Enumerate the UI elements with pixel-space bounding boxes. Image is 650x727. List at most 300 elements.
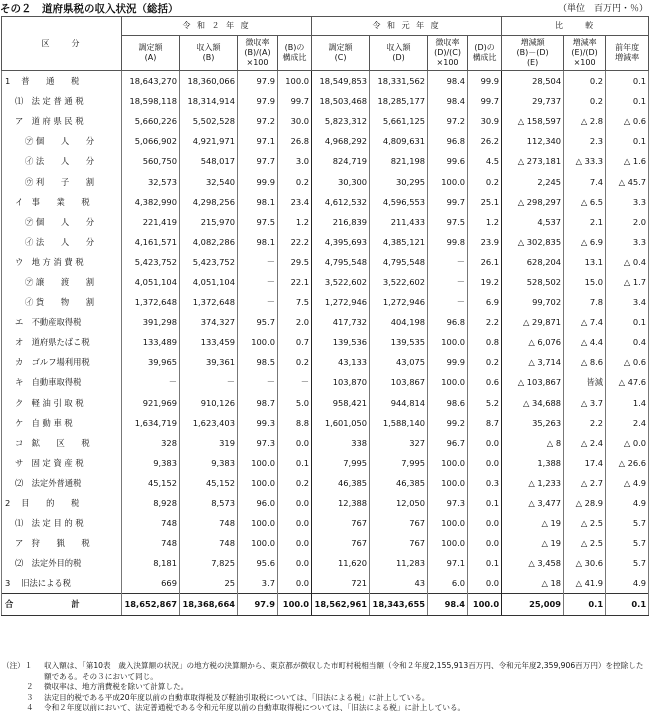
table-cell: 0.4	[606, 332, 649, 352]
table-row	[2, 292, 649, 312]
table-cell: 100.0	[428, 171, 468, 191]
table-cell: 5,066,902	[122, 131, 180, 151]
table-cell: 4,795,548	[370, 252, 428, 272]
table-cell: －	[238, 372, 278, 392]
table-cell: △ 6,076	[502, 332, 564, 352]
table-cell: －	[428, 272, 468, 292]
table-cell: 1.4	[606, 393, 649, 413]
table-cell: 39,965	[122, 352, 180, 372]
table-cell: 2,245	[502, 171, 564, 191]
row-label: ㋐ 個 人 分	[2, 212, 122, 232]
table-cell: 97.5	[428, 212, 468, 232]
table-cell: 99,702	[502, 292, 564, 312]
unit-label: （単位 百万円・％）	[557, 4, 648, 14]
footnotes	[2, 661, 648, 714]
table-cell: 7.5	[278, 292, 312, 312]
row-label: ア 狩 猟 税	[2, 533, 122, 553]
table-row	[2, 393, 649, 413]
table-cell: 100.0	[428, 453, 468, 473]
table-cell: △ 34,688	[502, 393, 564, 413]
table-cell: 5.7	[606, 513, 649, 533]
table-cell: △ 8.6	[564, 352, 606, 372]
row-label: ㋑ 法 人 分	[2, 232, 122, 252]
table-cell: 97.1	[238, 131, 278, 151]
table-cell: 5,823,312	[312, 111, 370, 131]
table-cell: 99.9	[238, 171, 278, 191]
table-cell: 11,283	[370, 553, 428, 573]
table-cell: 4.9	[606, 573, 649, 594]
table-cell: 25	[180, 573, 238, 594]
table-cell: 560,750	[122, 151, 180, 171]
table-cell: 0.0	[278, 533, 312, 553]
table-cell: 18,503,468	[312, 91, 370, 111]
row-label: ⑴ 法 定 目 的 税	[2, 513, 122, 533]
table-cell: 0.6	[468, 372, 502, 392]
table-cell: 2.4	[606, 413, 649, 433]
table-cell: 133,459	[180, 332, 238, 352]
table-cell: 0.0	[468, 453, 502, 473]
table-cell: 1,372,648	[180, 292, 238, 312]
table-cell: 100.0	[238, 473, 278, 493]
table-cell: 0.1	[278, 453, 312, 473]
table-cell: 7.4	[564, 171, 606, 191]
table-cell: 43,133	[312, 352, 370, 372]
table-cell: 3,522,602	[370, 272, 428, 292]
table-cell: 96.0	[238, 493, 278, 513]
table-cell: 26.2	[468, 131, 502, 151]
table-cell: 0.2	[468, 171, 502, 191]
table-cell: 25,009	[502, 594, 564, 615]
table-cell: 19.2	[468, 272, 502, 292]
table-cell: △ 19	[502, 513, 564, 533]
table-row	[2, 453, 649, 473]
column-header: 収入額 (D)	[370, 36, 428, 71]
table-cell: 98.6	[428, 393, 468, 413]
row-label: ㋑ 貨 物 割	[2, 292, 122, 312]
row-label: サ 固 定 資 産 税	[2, 453, 122, 473]
table-cell: 5,660,226	[122, 111, 180, 131]
table-cell: △ 19	[502, 533, 564, 553]
table-cell: △ 3,458	[502, 553, 564, 573]
table-cell: 548,017	[180, 151, 238, 171]
r2-group-header: 令 和 ２ 年 度	[122, 17, 312, 36]
table-cell: 221,419	[122, 212, 180, 232]
table-cell: 2.2	[564, 413, 606, 433]
row-label: 3 旧法による税	[2, 573, 122, 594]
table-cell: △ 7.4	[564, 312, 606, 332]
table-cell: 45,152	[122, 473, 180, 493]
table-cell: 139,535	[370, 332, 428, 352]
table-cell: 3.0	[278, 151, 312, 171]
table-cell: 721	[312, 573, 370, 594]
table-row	[2, 131, 649, 151]
table-cell: 0.3	[468, 473, 502, 493]
table-cell: 25.1	[468, 192, 502, 212]
table-cell: 628,204	[502, 252, 564, 272]
table-cell: 96.8	[428, 312, 468, 332]
table-cell: 18,643,270	[122, 71, 180, 92]
table-cell: △ 4.9	[606, 473, 649, 493]
table-cell: 100.0	[428, 533, 468, 553]
table-cell: △ 28.9	[564, 493, 606, 513]
table-cell: 2.0	[278, 312, 312, 332]
table-cell: 30.9	[468, 111, 502, 131]
table-cell: △ 6.5	[564, 192, 606, 212]
tax-revenue-table	[1, 16, 649, 616]
table-cell: 99.7	[468, 91, 502, 111]
category-header: 区 分	[2, 17, 122, 71]
table-cell: △ 26.6	[606, 453, 649, 473]
table-cell: 46,385	[312, 473, 370, 493]
table-cell: 8,573	[180, 493, 238, 513]
table-cell: 5.2	[468, 393, 502, 413]
row-label: ケ 自 動 車 税	[2, 413, 122, 433]
table-cell: △ 30.6	[564, 553, 606, 573]
table-cell: 0.1	[606, 131, 649, 151]
table-cell: 215,970	[180, 212, 238, 232]
table-cell: 319	[180, 433, 238, 453]
row-label: キ 自動車取得税	[2, 372, 122, 392]
table-cell: 0.0	[468, 513, 502, 533]
table-cell: 4,395,693	[312, 232, 370, 252]
table-cell: 100.0	[428, 332, 468, 352]
table-cell: 1,272,946	[370, 292, 428, 312]
table-cell: 4,921,971	[180, 131, 238, 151]
table-cell: 9,383	[122, 453, 180, 473]
table-cell: 99.6	[428, 151, 468, 171]
table-cell: 0.1	[468, 493, 502, 513]
table-row	[2, 71, 649, 92]
table-cell: 2.1	[564, 212, 606, 232]
footnote	[2, 682, 648, 693]
table-cell: 5,423,752	[122, 252, 180, 272]
table-cell: 139,536	[312, 332, 370, 352]
table-cell: 18,368,664	[180, 594, 238, 615]
row-label: イ 事 業 税	[2, 192, 122, 212]
table-cell: 0.2	[278, 171, 312, 191]
table-row	[2, 192, 649, 212]
table-cell: 669	[122, 573, 180, 594]
table-cell: 0.8	[468, 332, 502, 352]
table-cell: 8.8	[278, 413, 312, 433]
table-row	[2, 111, 649, 131]
table-cell: 767	[312, 533, 370, 553]
row-label: エ 不動産取得税	[2, 312, 122, 332]
table-cell: 97.5	[238, 212, 278, 232]
table-cell: 112,340	[502, 131, 564, 151]
table-cell: △ 0.0	[606, 433, 649, 453]
table-cell: 30,295	[370, 171, 428, 191]
table-cell: 97.3	[428, 493, 468, 513]
row-label: ⑵ 法定外目的税	[2, 553, 122, 573]
table-cell: 1,601,050	[312, 413, 370, 433]
table-cell: 100.0	[468, 594, 502, 615]
table-cell: －	[180, 372, 238, 392]
table-cell: 7,995	[370, 453, 428, 473]
column-header: 増減額 (B)－(D) (E)	[502, 36, 564, 71]
table-row	[2, 272, 649, 292]
table-cell: 0.0	[468, 533, 502, 553]
table-cell: △ 4.4	[564, 332, 606, 352]
table-cell: 748	[180, 533, 238, 553]
table-cell: 100.0	[238, 513, 278, 533]
table-cell: 6.9	[468, 292, 502, 312]
table-cell: 18,360,066	[180, 71, 238, 92]
table-cell: △ 8	[502, 433, 564, 453]
row-label: オ 道府県たばこ税	[2, 332, 122, 352]
table-cell: 4,612,532	[312, 192, 370, 212]
row-label: 合 計	[2, 594, 122, 615]
table-cell: 99.9	[428, 352, 468, 372]
column-header: (B)の 構成比	[278, 36, 312, 71]
table-cell: 958,421	[312, 393, 370, 413]
table-cell: 100.0	[428, 372, 468, 392]
table-cell: 30.0	[278, 111, 312, 131]
table-cell: 99.3	[238, 413, 278, 433]
table-cell: 0.2	[564, 91, 606, 111]
table-cell: 43,075	[370, 352, 428, 372]
table-cell: 100.0	[238, 533, 278, 553]
table-cell: 748	[122, 533, 180, 553]
table-cell: 4,809,631	[370, 131, 428, 151]
table-cell: △ 2.5	[564, 533, 606, 553]
table-cell: △ 2.5	[564, 513, 606, 533]
table-cell: △ 29,871	[502, 312, 564, 332]
table-cell: 7,825	[180, 553, 238, 573]
table-cell: 0.0	[278, 493, 312, 513]
footnote-text: 令和２年度以前において、法定普通税である令和元年度以前の自動車取得税については、「旧法による税」に計上している。	[44, 703, 466, 712]
table-cell: 0.1	[564, 594, 606, 615]
table-cell: 103,870	[312, 372, 370, 392]
table-cell: △ 3,714	[502, 352, 564, 372]
table-cell: 97.9	[238, 91, 278, 111]
table-cell: －	[238, 252, 278, 272]
table-cell: △ 41.9	[564, 573, 606, 594]
table-cell: 97.9	[238, 71, 278, 92]
table-cell: 1,272,946	[312, 292, 370, 312]
table-cell: 4,382,990	[122, 192, 180, 212]
row-label: ク 軽 油 引 取 税	[2, 393, 122, 413]
table-cell: △ 103,867	[502, 372, 564, 392]
table-cell: 824,719	[312, 151, 370, 171]
table-row	[2, 433, 649, 453]
table-cell: △ 302,835	[502, 232, 564, 252]
column-header: 収入額 (B)	[180, 36, 238, 71]
table-cell: 23.9	[468, 232, 502, 252]
row-label: ⑴ 法 定 普 通 税	[2, 91, 122, 111]
table-cell: △ 33.3	[564, 151, 606, 171]
table-cell: 28,504	[502, 71, 564, 92]
column-header: 調定額 (A)	[122, 36, 180, 71]
table-row	[2, 493, 649, 513]
table-cell: 4,298,256	[180, 192, 238, 212]
table-cell: 0.0	[468, 433, 502, 453]
table-cell: 26.1	[468, 252, 502, 272]
table-cell: 417,732	[312, 312, 370, 332]
table-row	[2, 232, 649, 252]
table-cell: 13.1	[564, 252, 606, 272]
row-label: カ ゴルフ場利用税	[2, 352, 122, 372]
table-cell: 4,596,553	[370, 192, 428, 212]
table-cell: △ 6.9	[564, 232, 606, 252]
table-cell: 1,588,140	[370, 413, 428, 433]
table-cell: 5,423,752	[180, 252, 238, 272]
table-cell: 767	[370, 513, 428, 533]
table-cell: 99.2	[428, 413, 468, 433]
table-cell: 22.2	[278, 232, 312, 252]
table-cell: 2.0	[606, 212, 649, 232]
table-cell: 328	[122, 433, 180, 453]
table-cell: 921,969	[122, 393, 180, 413]
table-cell: 23.4	[278, 192, 312, 212]
table-cell: 98.4	[428, 91, 468, 111]
row-label: 1 普 通 税	[2, 71, 122, 92]
table-row	[2, 513, 649, 533]
row-label: ㋒ 利 子 割	[2, 171, 122, 191]
table-row	[2, 533, 649, 553]
table-cell: 2.3	[564, 131, 606, 151]
table-cell: 100.0	[278, 71, 312, 92]
column-header: (D)の 構成比	[468, 36, 502, 71]
table-cell: △ 298,297	[502, 192, 564, 212]
table-cell: 11,620	[312, 553, 370, 573]
table-cell: 4.9	[606, 493, 649, 513]
table-row	[2, 372, 649, 392]
table-cell: 29,737	[502, 91, 564, 111]
table-cell: 30,300	[312, 171, 370, 191]
table-cell: 0.1	[606, 594, 649, 615]
table-cell: 100.0	[428, 473, 468, 493]
table-cell: △ 0.6	[606, 352, 649, 372]
table-cell: 100.0	[238, 332, 278, 352]
table-cell: 1,634,719	[122, 413, 180, 433]
footnote-number: ３	[26, 692, 34, 702]
table-cell: 46,385	[370, 473, 428, 493]
table-cell: 0.0	[278, 513, 312, 533]
footnote-number: ４	[26, 703, 34, 712]
table-cell: △ 3,477	[502, 493, 564, 513]
table-cell: 748	[180, 513, 238, 533]
table-cell: 4,537	[502, 212, 564, 232]
table-cell: 1.2	[468, 212, 502, 232]
table-cell: 4,051,104	[122, 272, 180, 292]
table-cell: －	[238, 292, 278, 312]
total-row	[2, 594, 649, 615]
table-cell: 8,928	[122, 493, 180, 513]
table-cell: 100.0	[428, 513, 468, 533]
table-cell: 4,968,292	[312, 131, 370, 151]
table-cell: 944,814	[370, 393, 428, 413]
row-label: ⑵ 法定外普通税	[2, 473, 122, 493]
table-cell: 1.2	[278, 212, 312, 232]
table-cell: 18,598,118	[122, 91, 180, 111]
table-cell: 528,502	[502, 272, 564, 292]
table-cell: 404,198	[370, 312, 428, 332]
table-cell: 2.2	[468, 312, 502, 332]
table-cell: 0.0	[278, 573, 312, 594]
table-cell: 98.1	[238, 192, 278, 212]
table-row	[2, 91, 649, 111]
table-cell: 32,573	[122, 171, 180, 191]
table-cell: 98.4	[428, 594, 468, 615]
table-cell: 7,995	[312, 453, 370, 473]
table-cell: －	[122, 372, 180, 392]
table-cell: 4,385,121	[370, 232, 428, 252]
table-cell: △ 158,597	[502, 111, 564, 131]
table-cell: 45,152	[180, 473, 238, 493]
table-cell: 97.1	[428, 553, 468, 573]
column-header: 徴収率 (B)/(A) ×100	[238, 36, 278, 71]
table-row	[2, 312, 649, 332]
table-cell: 97.3	[238, 433, 278, 453]
table-cell: 17.4	[564, 453, 606, 473]
r1-group-header: 令 和 元 年 度	[312, 17, 502, 36]
table-cell: 100.0	[278, 594, 312, 615]
table-row	[2, 352, 649, 372]
table-cell: 4,795,548	[312, 252, 370, 272]
table-cell: 0.0	[278, 433, 312, 453]
page-title: その２ 道府県税の収入状況（総括）	[0, 3, 179, 15]
table-cell: △ 273,181	[502, 151, 564, 171]
table-cell: 7.8	[564, 292, 606, 312]
table-row	[2, 171, 649, 191]
table-cell: △ 1.7	[606, 272, 649, 292]
table-cell: 748	[122, 513, 180, 533]
table-cell: 374,327	[180, 312, 238, 332]
table-cell: 9,383	[180, 453, 238, 473]
table-cell: 18,549,853	[312, 71, 370, 92]
table-cell: 100.0	[238, 453, 278, 473]
table-cell: 767	[370, 533, 428, 553]
table-cell: 97.2	[428, 111, 468, 131]
table-cell: 5.7	[606, 553, 649, 573]
table-body	[2, 71, 649, 616]
table-cell: 1,388	[502, 453, 564, 473]
table-cell: 5.0	[278, 393, 312, 413]
table-cell: 99.8	[428, 232, 468, 252]
table-cell: 391,298	[122, 312, 180, 332]
table-row	[2, 212, 649, 232]
table-row	[2, 332, 649, 352]
table-cell: 338	[312, 433, 370, 453]
table-cell: 910,126	[180, 393, 238, 413]
table-cell: 97.2	[238, 111, 278, 131]
table-cell: △ 2.7	[564, 473, 606, 493]
table-cell: 216,839	[312, 212, 370, 232]
table-cell: 26.8	[278, 131, 312, 151]
table-cell: 1,623,403	[180, 413, 238, 433]
table-cell: 99.7	[428, 192, 468, 212]
table-cell: 95.6	[238, 553, 278, 573]
table-cell: 35,263	[502, 413, 564, 433]
table-cell: 0.2	[278, 473, 312, 493]
footnote-number: ２	[26, 682, 34, 691]
table-cell: 0.2	[468, 352, 502, 372]
table-cell: 12,388	[312, 493, 370, 513]
table-cell: △ 3.7	[564, 393, 606, 413]
table-cell: △ 1,233	[502, 473, 564, 493]
table-cell: 12,050	[370, 493, 428, 513]
table-cell: 95.7	[238, 312, 278, 332]
table-cell: 211,433	[370, 212, 428, 232]
table-cell: 18,331,562	[370, 71, 428, 92]
table-cell: －	[428, 252, 468, 272]
table-cell: 97.7	[238, 151, 278, 171]
table-cell: △ 2.8	[564, 111, 606, 131]
column-header: 徴収率 (D)/(C) ×100	[428, 36, 468, 71]
table-cell: 15.0	[564, 272, 606, 292]
table-cell: 98.5	[238, 352, 278, 372]
